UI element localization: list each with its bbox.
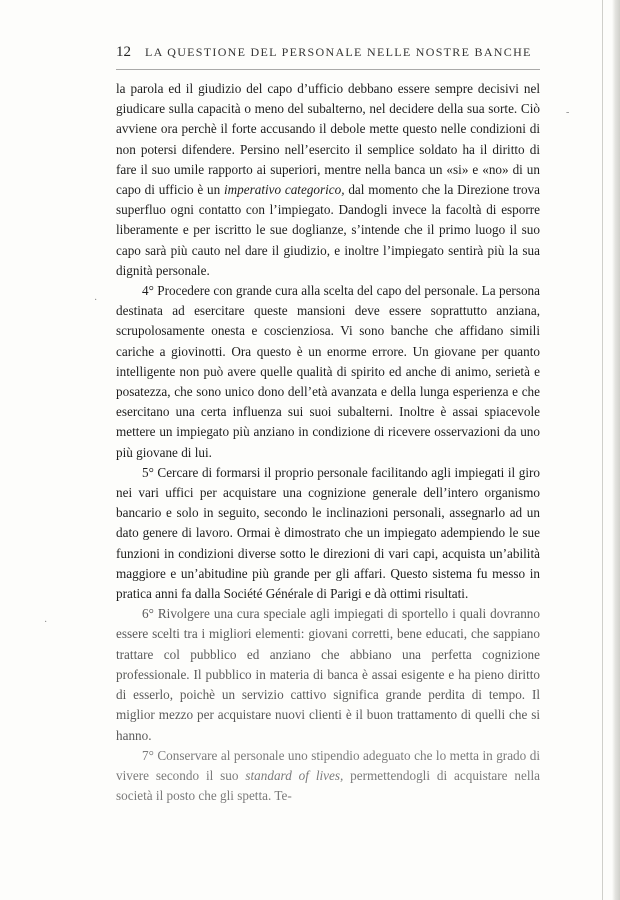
italic-phrase: standard of lives,: [245, 767, 344, 783]
paragraph-text: dal momento che la Direzione trova superfluo ogni contatto con l’impiegato. Dandogli invece la facoltà di esporre liberamente e per iscritto le sue doglianze, s’intende che il primo luogo il suo capo sarà più cauto nel dare il giudizio, e inoltre l’impiegato sentirà più la sua dignità personale.: [116, 182, 541, 278]
italic-phrase: imperativo categorico,: [223, 182, 345, 198]
scan-binding-line: [602, 0, 603, 900]
running-header: [116, 44, 540, 64]
paragraph-continued: [116, 79, 540, 281]
margin-speck: -: [566, 107, 570, 118]
paragraph-point-5: 5° Cercare di formarsi il proprio personale facilitando agli impiegati il giro nei vari uffici per acquistare una cognizione generale dell’intero organismo bancario e solo in seguito, secondo le inclinazioni personali, assegnarlo ad un dato genere di lavoro. Ormai è dimostrato che un impiegato adempiendo le sue funzioni in condizioni diverse sotto le direzioni di vari capi, acquista un’abilità maggiore e un’abitudine più grande per gli affari. Questo sistema fu messo in pratica anni fa dalla Société Générale di Parigi e dà ottimi risultati.: [116, 464, 540, 602]
paragraph-point-7: [116, 746, 540, 807]
paragraph-text: 7° Conservare al personale uno stipendio adeguato che lo metta in grado di vivere secondo il suo: [116, 747, 540, 783]
margin-speck: ·: [94, 295, 98, 306]
paragraph-text: la parola ed il giudizio del capo d’ufficio debbano essere sempre decisivi nel giudicare sulla capacità o meno del subalterno, nel decidere della sua sorte. Ciò avviene ora perchè il forte accusando il debole mette questo nelle condizioni di non potersi difendere. Persino nell’esercito il semplice soldato ha il diritto di fare il suo umile rapporto ai superiori, mentre nella banca un «si» e «no» di un capo di ufficio è un: [116, 81, 540, 198]
paragraph-text: permettendogli di acquistare nella società il posto che gli spetta. Te-: [116, 767, 541, 804]
header-rule: [116, 69, 540, 70]
page-number: 12: [116, 44, 131, 60]
body-text: [116, 79, 540, 806]
paragraph-point-4: 4° Procedere con grande cura alla scelta del capo del personale. La persona destinata ad esercitare queste mansioni deve essere soprattutto anziana, scrupolosamente onesta e coscienziosa. Vi sono banche che affidano simili cariche a giovinotti. Ora questo è un enorme errore. Un giovane per quanto intelligente non può avere quelle qualità di spirito ed anche di animo, serietà e posatezza, che sono unico dono dell’età avanzata e della lunga esperienza e che esercitano una certa influenza sui suoi subalterni. Inoltre è assai spiacevole mettere un impiegato più anziano in condizione di ricevere osservazioni da uno più giovane di lui.: [116, 283, 540, 460]
running-title: LA QUESTIONE DEL PERSONALE NELLE NOSTRE BANCHE: [145, 45, 532, 59]
paragraph-point-6: 6° Rivolgere una cura speciale agli impiegati di sportello i quali dovranno essere scelti tra i migliori elementi: giovani corretti, bene educati, che sappiano trattare col pubblico ed anziano che abbiano una perfetta cognizione professionale. Il pubblico in materia di banca è assai esigente e ha pieno diritto di esserlo, poichè un servizio cattivo significa grande perdita di tempo. Il miglior mezzo per acquistare nuovi clienti è il buon trattamento di quelli che si hanno.: [116, 606, 540, 743]
binding-edge: [612, 0, 620, 900]
margin-speck: ·: [44, 617, 48, 628]
